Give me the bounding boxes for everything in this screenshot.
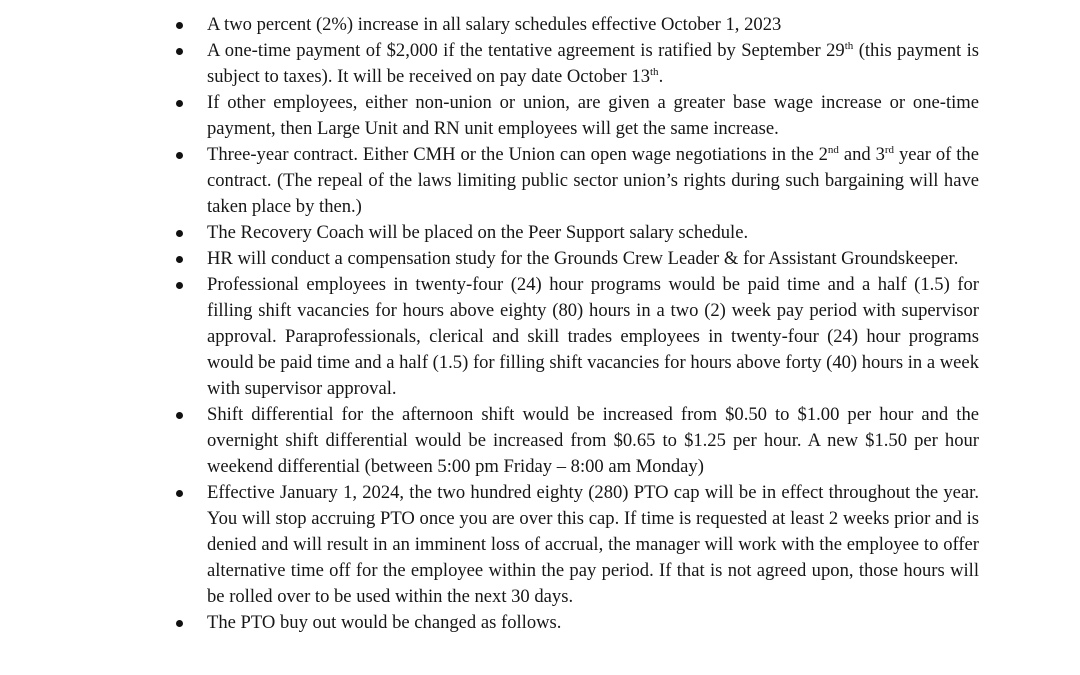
superscript-text: th <box>844 39 854 52</box>
superscript-text: nd <box>827 143 839 156</box>
text-segment: HR will conduct a compensation study for the Grounds Crew Leader & for Assistant Groundskeeper. <box>207 248 959 269</box>
text-segment: If other employees, either non-union or union, are given a greater base wage increase or one-time payment, then Large Unit and RN unit employees will get the same increase. <box>207 92 979 139</box>
bullet-dot-icon <box>176 620 183 627</box>
text-segment: Effective January 1, 2024, the two hundred eighty (280) PTO cap will be in effect throughout the year. You will stop accruing PTO once you are over this cap. If time is requested at least 2 weeks prior and is denied and will result in an imminent loss of accrual, the manager will work with the employee to offer alternative time off for the employee within the pay period. If that is not agreed upon, those hours will be rolled over to be used within the next 30 days. <box>207 482 979 607</box>
bullet-item <box>174 142 979 220</box>
bullet-dot-icon <box>176 22 183 29</box>
bullet-item <box>174 90 979 142</box>
bullet-dot-icon <box>176 282 183 289</box>
text-segment: Shift differential for the afternoon shift would be increased from $0.50 to $1.00 per hour and the overnight shift differential would be increased from $0.65 to $1.25 per hour. A new $1.50 per hour weekend differential (between 5:00 pm Friday – 8:00 am Monday) <box>207 404 979 477</box>
bullet-item <box>174 480 979 610</box>
bullet-item <box>174 402 979 480</box>
bullet-item <box>174 220 979 246</box>
text-segment: (this payment is subject to taxes). It will be received on pay date October 13 <box>207 40 979 87</box>
bullet-text <box>207 90 979 142</box>
bullet-dot-icon <box>176 490 183 497</box>
bullet-dot-icon <box>176 48 183 55</box>
superscript-text: rd <box>884 143 895 156</box>
bullet-item <box>174 610 979 636</box>
bullet-dot-icon <box>176 100 183 107</box>
bullet-text <box>207 220 979 246</box>
superscript-text: th <box>650 65 659 78</box>
text-segment: A one-time payment of $2,000 if the tentative agreement is ratified by September 29 <box>207 40 845 61</box>
bullet-item <box>174 12 979 38</box>
bullet-text <box>207 402 979 480</box>
text-segment: A two percent (2%) increase in all salary schedules effective October 1, 2023 <box>207 14 782 35</box>
bullet-dot-icon <box>176 230 183 237</box>
bullet-dot-icon <box>176 256 183 263</box>
bullet-text <box>207 12 979 38</box>
text-segment: . <box>658 66 664 87</box>
bullet-dot-icon <box>176 152 183 159</box>
bullet-item <box>174 272 979 402</box>
text-segment: The PTO buy out would be changed as follows. <box>207 612 562 633</box>
bullet-list <box>174 12 979 636</box>
text-segment: and 3 <box>838 144 885 165</box>
bullet-text <box>207 272 979 402</box>
bullet-text <box>207 38 979 90</box>
text-segment: Professional employees in twenty-four (24) hour programs would be paid time and a half (1.5) for filling shift vacancies for hours above eighty (80) hours in a two (2) week pay period with supervisor approval. Paraprofessionals, clerical and skill trades employees in twenty-four (24) hour programs would be paid time and a half (1.5) for filling shift vacancies for hours above forty (40) hours in a week with supervisor approval. <box>207 274 979 399</box>
text-segment: The Recovery Coach will be placed on the Peer Support salary schedule. <box>207 222 749 243</box>
bullet-text <box>207 610 979 636</box>
bullet-text <box>207 246 979 272</box>
text-segment: year of the contract. (The repeal of the laws limiting public sector union’s rights during such bargaining will have taken place by then.) <box>207 144 979 217</box>
text-segment: Three-year contract. Either CMH or the Union can open wage negotiations in the 2 <box>207 144 828 165</box>
bullet-text <box>207 480 979 610</box>
bullet-text <box>207 142 979 220</box>
bullet-dot-icon <box>176 412 183 419</box>
bullet-item <box>174 38 979 90</box>
bullet-item <box>174 246 979 272</box>
